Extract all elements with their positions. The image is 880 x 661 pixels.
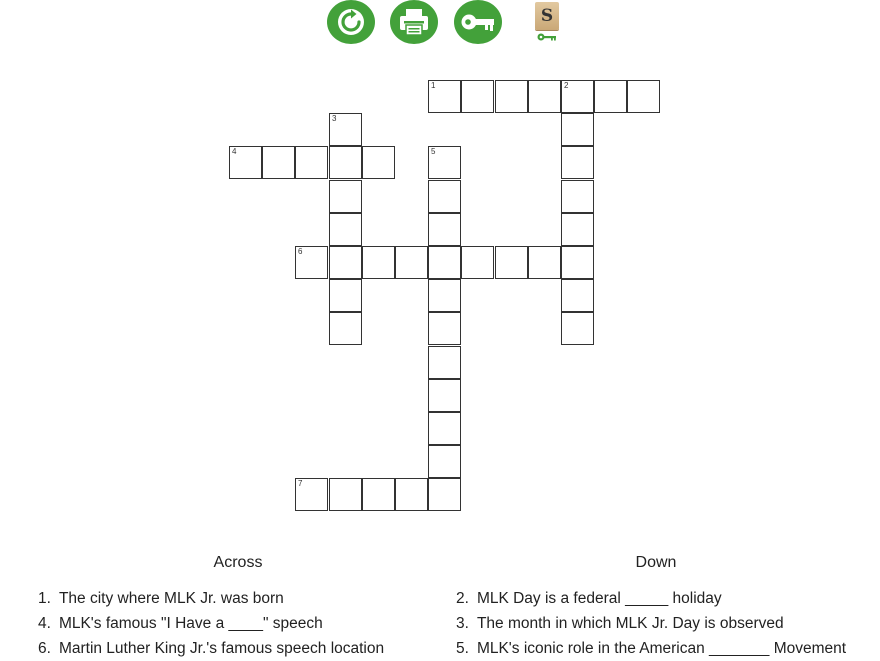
- grid-cell[interactable]: [461, 246, 494, 279]
- grid-cell[interactable]: [329, 279, 362, 312]
- grid-cell[interactable]: [329, 113, 362, 146]
- across-heading: Across: [213, 554, 263, 571]
- clue-number: 6: [298, 247, 303, 256]
- clue-number: 5: [431, 147, 436, 156]
- grid-cell[interactable]: [528, 246, 561, 279]
- grid-cell[interactable]: [329, 146, 362, 179]
- grid-cell[interactable]: [561, 180, 594, 213]
- scrabble-key-button[interactable]: [533, 2, 561, 44]
- grid-cell[interactable]: [428, 180, 461, 213]
- grid-cell[interactable]: [329, 213, 362, 246]
- grid-cell[interactable]: [428, 445, 461, 478]
- grid-cell[interactable]: [428, 279, 461, 312]
- grid-cell[interactable]: [561, 312, 594, 345]
- grid-cell[interactable]: [561, 146, 594, 179]
- down-clue-list: [456, 586, 846, 661]
- refresh-icon: [336, 7, 366, 37]
- grid-cell[interactable]: [428, 379, 461, 412]
- clue-item-text: The month in which MLK Jr. Day is observed: [476, 615, 784, 632]
- grid-cell[interactable]: [262, 146, 295, 179]
- grid-cell[interactable]: [295, 478, 328, 511]
- clue-item: [456, 586, 846, 611]
- grid-cell[interactable]: [295, 146, 328, 179]
- clue-item-number: 5.: [456, 640, 469, 657]
- clue-item: [38, 611, 384, 636]
- down-clues: [456, 553, 856, 657]
- clue-item-text: MLK's famous "I Have a ____" speech: [58, 615, 323, 632]
- grid-cell[interactable]: [428, 246, 461, 279]
- grid-cell[interactable]: [594, 80, 627, 113]
- grid-cell[interactable]: [627, 80, 660, 113]
- clue-item-number: 6.: [38, 640, 51, 657]
- printer-icon: [397, 6, 431, 38]
- grid-cell[interactable]: [229, 146, 262, 179]
- clue-item-text: Martin Luther King Jr.'s famous speech location: [58, 640, 385, 657]
- clue-item-number: 3.: [456, 615, 469, 632]
- grid-cell[interactable]: [329, 312, 362, 345]
- clue-item-text: MLK Day is a federal _____ holiday: [476, 590, 722, 607]
- clue-item-number: 2.: [456, 590, 469, 607]
- across-clue-list: [38, 586, 384, 661]
- grid-cell[interactable]: [428, 346, 461, 379]
- clue-item-number: 1.: [38, 590, 51, 607]
- clue-item-text: The city where MLK Jr. was born: [58, 590, 284, 607]
- grid-cell[interactable]: [395, 478, 428, 511]
- clue-item: [38, 586, 384, 611]
- answer-key-button[interactable]: [454, 0, 502, 44]
- down-heading: Down: [635, 554, 677, 571]
- reset-button[interactable]: [327, 0, 375, 44]
- grid-cell[interactable]: [362, 146, 395, 179]
- clue-number: 2: [564, 81, 569, 90]
- clue-number: 4: [232, 147, 237, 156]
- grid-cell[interactable]: [561, 80, 594, 113]
- grid-cell[interactable]: [362, 246, 395, 279]
- grid-cell[interactable]: [428, 146, 461, 179]
- grid-cell[interactable]: [329, 180, 362, 213]
- grid-cell[interactable]: [428, 412, 461, 445]
- grid-cell[interactable]: [528, 80, 561, 113]
- grid-cell[interactable]: [561, 246, 594, 279]
- clue-item: [456, 636, 846, 661]
- grid-cell[interactable]: [428, 80, 461, 113]
- clue-item-number: 4.: [38, 615, 51, 632]
- grid-cell[interactable]: [362, 478, 395, 511]
- clue-item: [38, 636, 384, 661]
- grid-cell[interactable]: [428, 312, 461, 345]
- small-key-icon: [537, 32, 557, 42]
- grid-cell[interactable]: [428, 213, 461, 246]
- grid-cell[interactable]: [428, 478, 461, 511]
- across-clues: [38, 553, 438, 657]
- grid-cell[interactable]: [561, 113, 594, 146]
- grid-cell[interactable]: [329, 246, 362, 279]
- clue-item: [456, 611, 846, 636]
- grid-cell[interactable]: [295, 246, 328, 279]
- scrabble-tile-icon: S: [535, 2, 559, 30]
- clue-item-text: MLK's iconic role in the American _______ Movement: [476, 640, 847, 657]
- clue-number: 7: [298, 479, 303, 488]
- grid-cell[interactable]: [495, 246, 528, 279]
- grid-cell[interactable]: [461, 80, 494, 113]
- print-button[interactable]: [390, 0, 438, 44]
- clue-number: 3: [332, 114, 337, 123]
- grid-cell[interactable]: [495, 80, 528, 113]
- toolbar: [0, 0, 880, 50]
- clue-number: 1: [431, 81, 436, 90]
- grid-cell[interactable]: [561, 213, 594, 246]
- grid-cell[interactable]: [561, 279, 594, 312]
- grid-cell[interactable]: [395, 246, 428, 279]
- key-icon: [460, 10, 496, 34]
- grid-cell[interactable]: [329, 478, 362, 511]
